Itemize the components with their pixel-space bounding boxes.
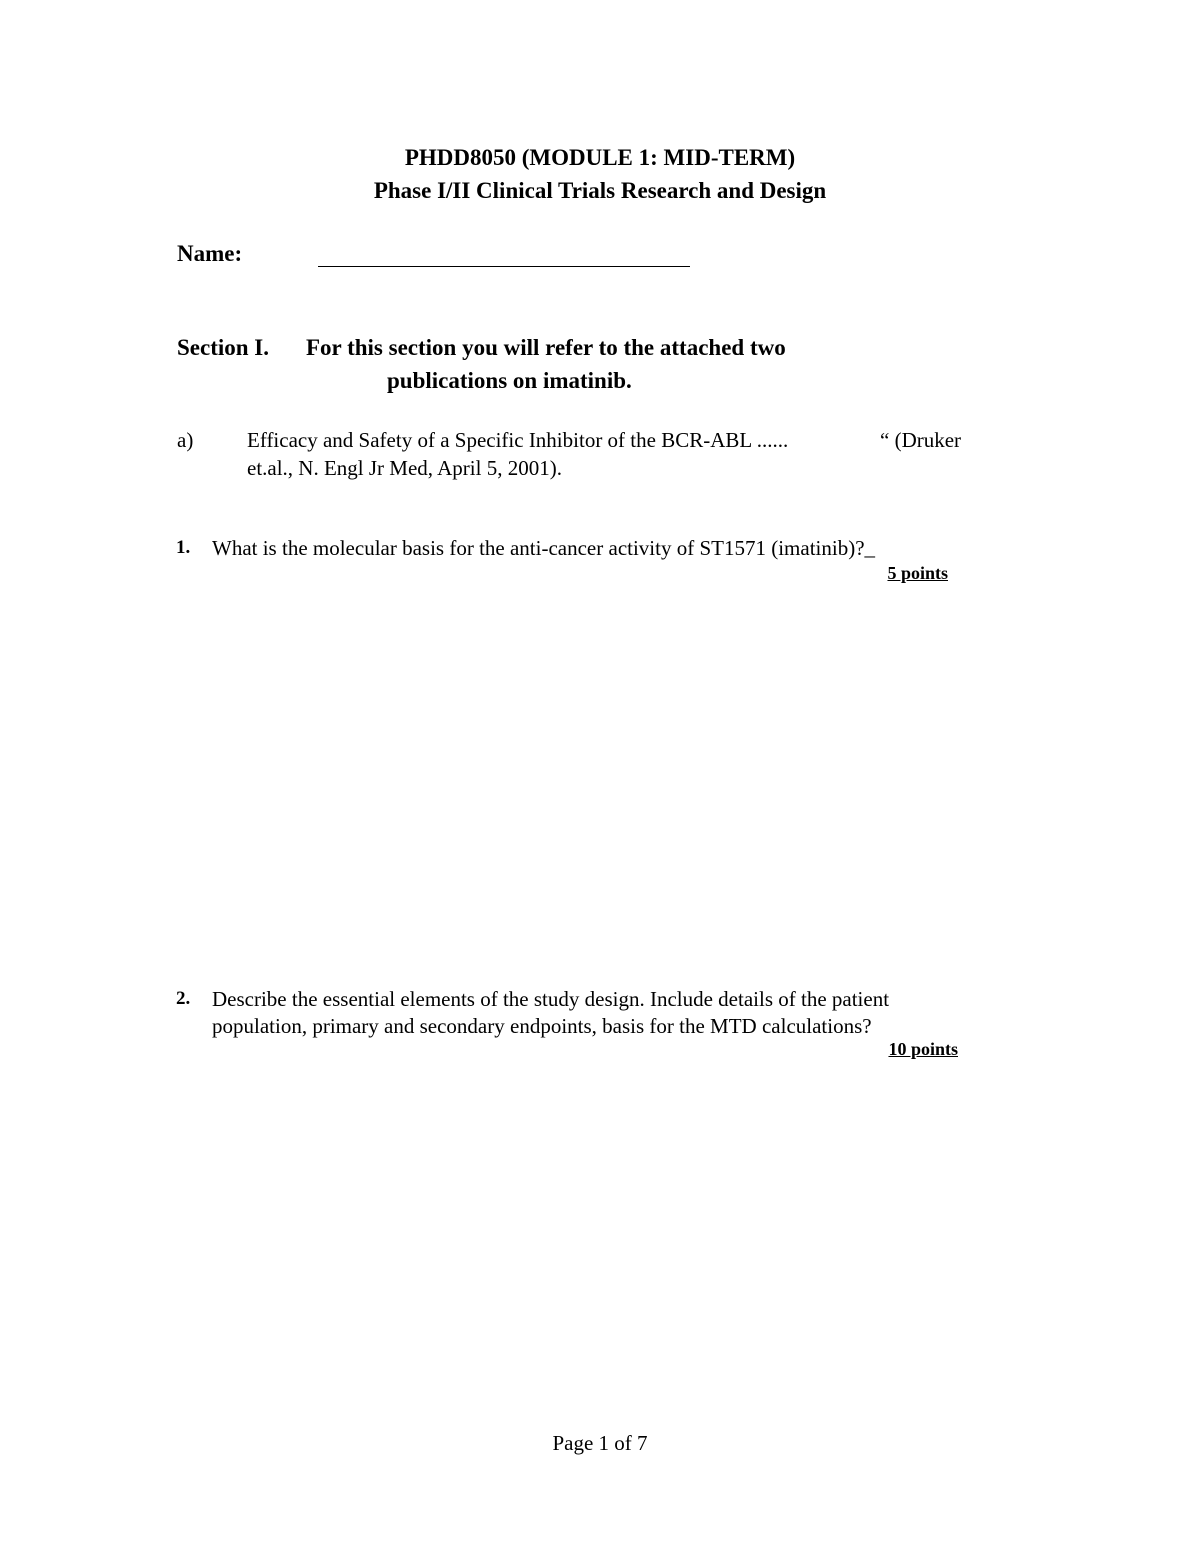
question-1-number: 1. — [176, 537, 191, 558]
section-label: Section I. — [177, 335, 269, 360]
question-2-points: 10 points — [888, 1039, 958, 1059]
course-subtitle: Phase I/II Clinical Trials Research and Design — [373, 178, 827, 203]
name-blank-line[interactable] — [318, 266, 690, 267]
question-1-text: What is the molecular basis for the anti-cancer activity of ST1571 (imatinib)?_ — [212, 536, 876, 560]
reference-line-1: Efficacy and Safety of a Specific Inhibitor of the BCR-ABL ...... — [247, 428, 789, 452]
question-2-text-line-1: Describe the essential elements of the study design. Include details of the patient — [212, 987, 890, 1011]
section-description-line-1: For this section you will refer to the attached two — [306, 335, 786, 360]
question-2-number: 2. — [176, 988, 191, 1009]
name-label: Name: — [177, 241, 243, 266]
section-description-line-2: publications on imatinib. — [387, 368, 632, 393]
question-1-points: 5 points — [887, 563, 948, 583]
page-number: Page 1 of 7 — [552, 1431, 648, 1455]
question-2-text-line-2: population, primary and secondary endpoints, basis for the MTD calculations? — [212, 1014, 872, 1038]
reference-line-2: et.al., N. Engl Jr Med, April 5, 2001). — [247, 456, 562, 480]
course-title: PHDD8050 (MODULE 1: MID-TERM) — [404, 145, 796, 170]
reference-line-1-end: “ (Druker — [880, 428, 962, 452]
reference-letter: a) — [177, 428, 194, 452]
